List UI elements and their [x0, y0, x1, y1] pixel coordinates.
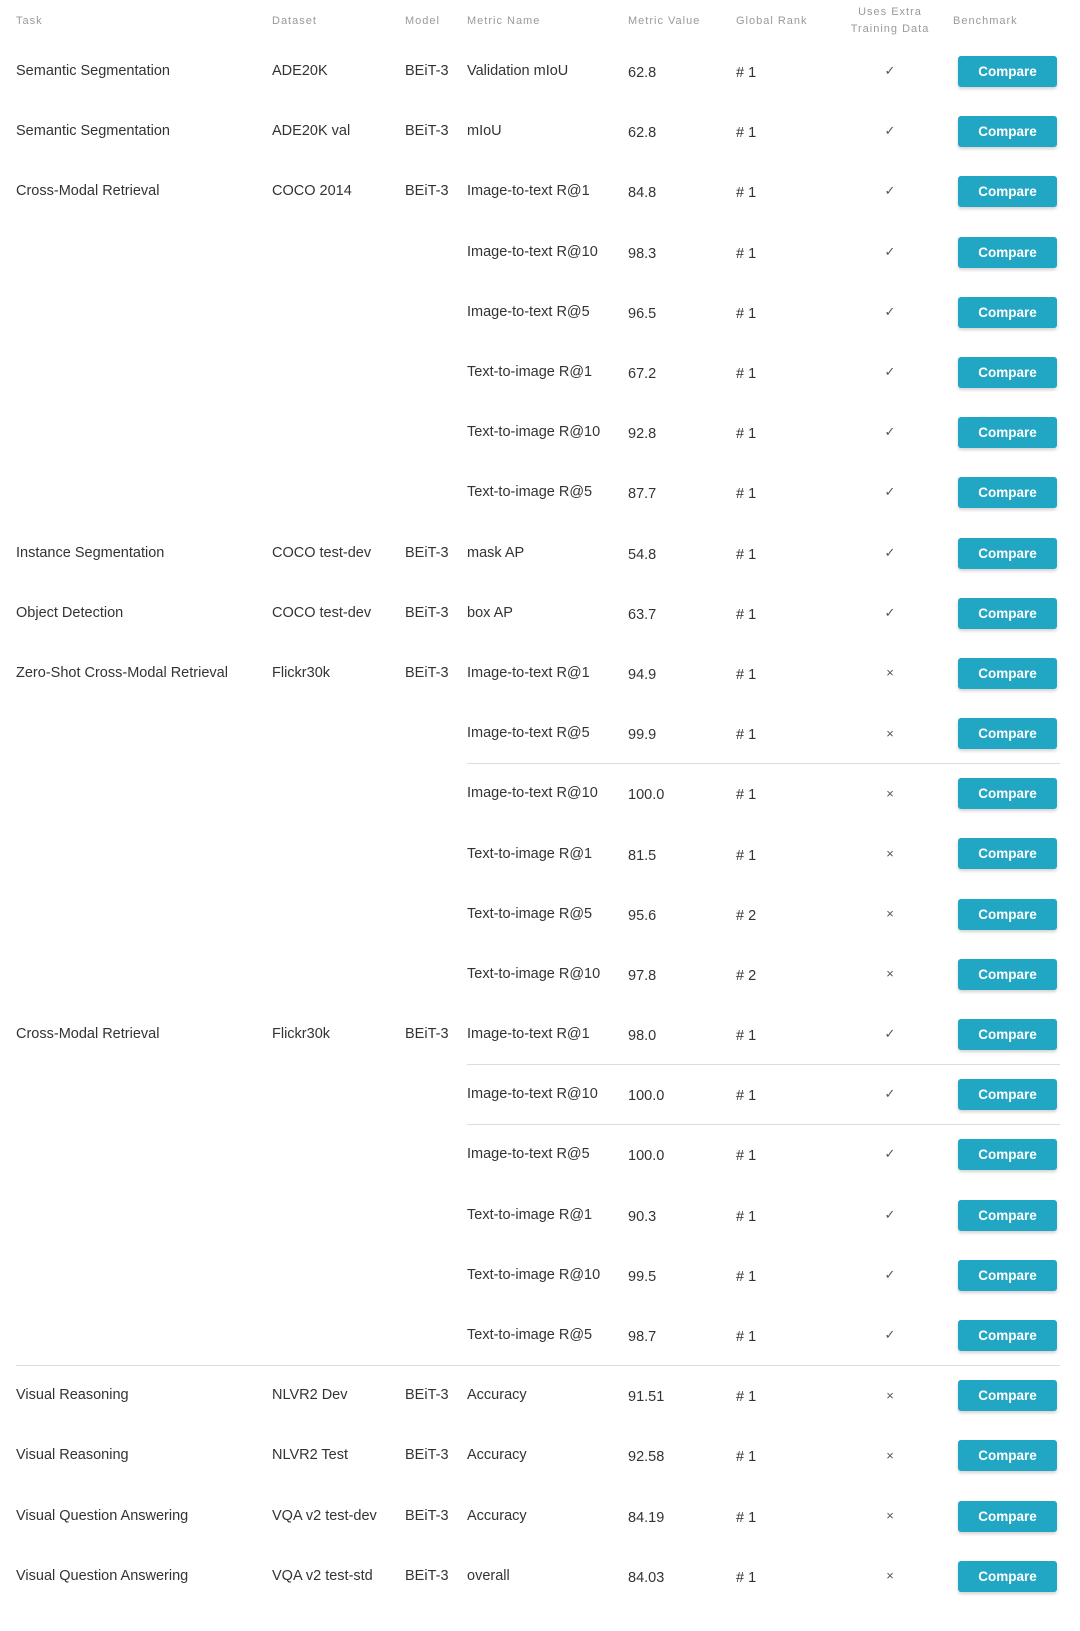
checkmark-icon: ✓	[884, 544, 896, 560]
cell-metric-value: 63.7	[628, 606, 657, 623]
cross-icon: ×	[886, 1568, 894, 1584]
cell-dataset: COCO test-dev	[272, 604, 372, 621]
compare-button[interactable]: Compare	[958, 778, 1057, 809]
cell-task: Zero-Shot Cross-Modal Retrieval	[16, 664, 228, 681]
compare-button[interactable]: Compare	[958, 538, 1057, 569]
column-header-dataset: Dataset	[272, 15, 317, 27]
cell-metric-value: 99.9	[628, 727, 657, 744]
cell-metric-value: 84.03	[628, 1569, 665, 1586]
column-header-metric-name: Metric Name	[467, 15, 541, 27]
cell-metric-name: Text-to-image R@1	[467, 364, 593, 381]
cross-icon: ×	[886, 1387, 894, 1403]
compare-button[interactable]: Compare	[958, 1320, 1057, 1351]
cross-icon: ×	[886, 966, 894, 982]
table-row	[0, 223, 1080, 283]
table-row	[0, 704, 1080, 764]
cell-global-rank: # 1	[736, 1329, 757, 1346]
cell-metric-name: Accuracy	[467, 1447, 527, 1464]
cell-model: BEiT-3	[405, 664, 449, 681]
table-row	[0, 1306, 1080, 1366]
cell-model: BEiT-3	[405, 1026, 449, 1043]
table-row	[0, 1065, 1080, 1125]
cell-metric-name: Image-to-text R@10	[467, 785, 598, 802]
cell-dataset: NLVR2 Test	[272, 1447, 349, 1464]
cell-model: BEiT-3	[405, 544, 449, 561]
cell-metric-name: Accuracy	[467, 1507, 527, 1524]
cell-metric-value: 92.58	[628, 1449, 665, 1466]
cell-metric-name: Text-to-image R@5	[467, 484, 593, 501]
cell-global-rank: # 1	[736, 426, 757, 443]
cell-global-rank: # 1	[736, 305, 757, 322]
cell-metric-name: Accuracy	[467, 1387, 527, 1404]
table-row	[0, 1125, 1080, 1185]
checkmark-icon: ✓	[884, 63, 896, 79]
cell-global-rank: # 1	[736, 65, 757, 82]
cell-task: Cross-Modal Retrieval	[16, 183, 160, 200]
cell-metric-name: Text-to-image R@5	[467, 905, 593, 922]
compare-button[interactable]: Compare	[958, 658, 1057, 689]
cell-model: BEiT-3	[405, 1447, 449, 1464]
compare-button[interactable]: Compare	[958, 56, 1057, 87]
cell-global-rank: # 1	[736, 727, 757, 744]
cell-metric-value: 90.3	[628, 1208, 657, 1225]
compare-button[interactable]: Compare	[958, 899, 1057, 930]
cell-metric-name: Image-to-text R@5	[467, 303, 590, 320]
compare-button[interactable]: Compare	[958, 357, 1057, 388]
compare-button[interactable]: Compare	[958, 1200, 1057, 1231]
cell-metric-name: mIoU	[467, 123, 502, 140]
checkmark-icon: ✓	[884, 424, 896, 440]
cell-metric-value: 67.2	[628, 366, 657, 383]
table-row	[0, 1366, 1080, 1426]
cell-global-rank: # 1	[736, 1569, 757, 1586]
table-row	[0, 1547, 1080, 1607]
cell-task: Visual Reasoning	[16, 1387, 129, 1404]
cell-metric-name: overall	[467, 1567, 510, 1584]
checkmark-icon: ✓	[884, 183, 896, 199]
cell-metric-value: 91.51	[628, 1389, 665, 1406]
cell-global-rank: # 1	[736, 666, 757, 683]
cell-metric-value: 98.3	[628, 245, 657, 262]
checkmark-icon: ✓	[884, 604, 896, 620]
cell-metric-value: 95.6	[628, 907, 657, 924]
cell-metric-value: 100.0	[628, 787, 665, 804]
compare-button[interactable]: Compare	[958, 477, 1057, 508]
cell-task: Object Detection	[16, 604, 124, 621]
table-row	[0, 584, 1080, 644]
compare-button[interactable]: Compare	[958, 176, 1057, 207]
cell-dataset: ADE20K	[272, 63, 328, 80]
cell-global-rank: # 1	[736, 1148, 757, 1165]
table-row	[0, 162, 1080, 222]
table-row	[0, 1186, 1080, 1246]
cell-global-rank: # 1	[736, 486, 757, 503]
table-row	[0, 885, 1080, 945]
cell-global-rank: # 1	[736, 1088, 757, 1105]
table-row	[0, 42, 1080, 102]
table-header	[0, 0, 1080, 42]
cell-metric-name: mask AP	[467, 544, 525, 561]
cell-metric-name: Text-to-image R@10	[467, 965, 601, 982]
table-row	[0, 1426, 1080, 1486]
checkmark-icon: ✓	[884, 1266, 896, 1282]
table-row	[0, 1005, 1080, 1065]
cell-metric-value: 98.7	[628, 1329, 657, 1346]
cell-dataset: COCO test-dev	[272, 544, 372, 561]
compare-button[interactable]: Compare	[958, 1079, 1057, 1110]
checkmark-icon: ✓	[884, 243, 896, 259]
compare-button[interactable]: Compare	[958, 1260, 1057, 1291]
cell-global-rank: # 1	[736, 366, 757, 383]
cell-dataset: NLVR2 Dev	[272, 1387, 348, 1404]
cell-metric-name: Image-to-text R@1	[467, 1026, 590, 1043]
cell-metric-name: Image-to-text R@10	[467, 1086, 598, 1103]
cell-task: Semantic Segmentation	[16, 123, 170, 140]
table-body	[0, 42, 1080, 1607]
cell-dataset: COCO 2014	[272, 183, 352, 200]
cell-global-rank: # 1	[736, 606, 757, 623]
cell-model: BEiT-3	[405, 183, 449, 200]
table-row	[0, 283, 1080, 343]
column-header-benchmark: Benchmark	[953, 15, 1018, 27]
cell-global-rank: # 1	[736, 847, 757, 864]
compare-button[interactable]: Compare	[958, 1019, 1057, 1050]
cell-metric-name: Text-to-image R@1	[467, 1206, 593, 1223]
checkmark-icon: ✓	[884, 1026, 896, 1042]
cell-model: BEiT-3	[405, 1507, 449, 1524]
cell-dataset: VQA v2 test-std	[272, 1567, 373, 1584]
compare-button[interactable]: Compare	[958, 237, 1057, 268]
compare-button[interactable]: Compare	[958, 1139, 1057, 1170]
compare-button[interactable]: Compare	[958, 116, 1057, 147]
table-row	[0, 824, 1080, 884]
compare-button[interactable]: Compare	[958, 838, 1057, 869]
cell-task: Visual Question Answering	[16, 1507, 189, 1524]
cell-model: BEiT-3	[405, 123, 449, 140]
cell-task: Cross-Modal Retrieval	[16, 1026, 160, 1043]
cell-metric-name: Image-to-text R@10	[467, 243, 598, 260]
cell-dataset: Flickr30k	[272, 664, 331, 681]
checkmark-icon: ✓	[884, 1327, 896, 1343]
table-row	[0, 343, 1080, 403]
cell-metric-value: 62.8	[628, 65, 657, 82]
cell-metric-name: Image-to-text R@1	[467, 664, 590, 681]
table-row	[0, 524, 1080, 584]
cell-global-rank: # 1	[736, 245, 757, 262]
cell-metric-value: 54.8	[628, 546, 657, 563]
table-row	[0, 403, 1080, 463]
checkmark-icon: ✓	[884, 484, 896, 500]
cell-metric-value: 92.8	[628, 426, 657, 443]
checkmark-icon: ✓	[884, 303, 896, 319]
cell-metric-value: 100.0	[628, 1088, 665, 1105]
cell-model: BEiT-3	[405, 1567, 449, 1584]
cell-task: Semantic Segmentation	[16, 63, 170, 80]
cell-metric-name: Image-to-text R@5	[467, 1146, 590, 1163]
cell-model: BEiT-3	[405, 604, 449, 621]
cross-icon: ×	[886, 665, 894, 681]
cell-global-rank: # 1	[736, 1268, 757, 1285]
table-row	[0, 1246, 1080, 1306]
cell-global-rank: # 1	[736, 125, 757, 142]
compare-button[interactable]: Compare	[958, 1561, 1057, 1592]
column-header-model: Model	[405, 15, 440, 27]
cross-icon: ×	[886, 1508, 894, 1524]
cell-dataset: ADE20K val	[272, 123, 351, 140]
cell-metric-name: Text-to-image R@10	[467, 1266, 601, 1283]
cell-metric-value: 94.9	[628, 666, 657, 683]
cell-global-rank: # 1	[736, 1509, 757, 1526]
checkmark-icon: ✓	[884, 1086, 896, 1102]
table-row	[0, 102, 1080, 162]
cell-model: BEiT-3	[405, 1387, 449, 1404]
cell-global-rank: # 1	[736, 546, 757, 563]
cross-icon: ×	[886, 725, 894, 741]
cell-metric-name: Text-to-image R@1	[467, 845, 593, 862]
cell-metric-value: 100.0	[628, 1148, 665, 1165]
column-header-uses-extra-training-data	[845, 0, 935, 42]
cell-metric-value: 99.5	[628, 1268, 657, 1285]
cell-global-rank: # 1	[736, 787, 757, 804]
cross-icon: ×	[886, 785, 894, 801]
column-header-metric-value: Metric Value	[628, 15, 701, 27]
cell-global-rank: # 1	[736, 185, 757, 202]
cell-dataset: Flickr30k	[272, 1026, 331, 1043]
cell-metric-name: Validation mIoU	[467, 63, 569, 80]
cell-metric-value: 96.5	[628, 305, 657, 322]
cell-metric-value: 97.8	[628, 967, 657, 984]
cross-icon: ×	[886, 906, 894, 922]
cell-global-rank: # 1	[736, 1028, 757, 1045]
compare-button[interactable]: Compare	[958, 1440, 1057, 1471]
checkmark-icon: ✓	[884, 364, 896, 380]
cell-metric-value: 98.0	[628, 1028, 657, 1045]
column-header-global-rank: Global Rank	[736, 15, 808, 27]
table-row	[0, 1487, 1080, 1547]
table-row	[0, 764, 1080, 824]
cell-metric-name: Image-to-text R@1	[467, 183, 590, 200]
cell-global-rank: # 2	[736, 907, 757, 924]
cell-metric-value: 84.8	[628, 185, 657, 202]
cell-metric-name: Text-to-image R@10	[467, 424, 601, 441]
cell-metric-name: Text-to-image R@5	[467, 1327, 593, 1344]
checkmark-icon: ✓	[884, 1206, 896, 1222]
table-row	[0, 463, 1080, 523]
column-header-uses-extra-line1: Uses Extra	[858, 6, 922, 18]
cell-global-rank: # 1	[736, 1449, 757, 1466]
checkmark-icon: ✓	[884, 1146, 896, 1162]
cell-model: BEiT-3	[405, 63, 449, 80]
cross-icon: ×	[886, 846, 894, 862]
cell-global-rank: # 1	[736, 1208, 757, 1225]
cell-metric-value: 84.19	[628, 1509, 665, 1526]
cell-dataset: VQA v2 test-dev	[272, 1507, 377, 1524]
cell-global-rank: # 2	[736, 967, 757, 984]
cell-metric-value: 87.7	[628, 486, 657, 503]
compare-button[interactable]: Compare	[958, 417, 1057, 448]
compare-button[interactable]: Compare	[958, 959, 1057, 990]
cell-metric-name: box AP	[467, 604, 513, 621]
compare-button[interactable]: Compare	[958, 1501, 1057, 1532]
cell-metric-value: 81.5	[628, 847, 657, 864]
compare-button[interactable]: Compare	[958, 297, 1057, 328]
column-header-uses-extra-line2: Training Data	[850, 23, 930, 35]
cell-task: Instance Segmentation	[16, 544, 165, 561]
column-header-task: Task	[16, 15, 43, 27]
cell-global-rank: # 1	[736, 1389, 757, 1406]
cell-metric-value: 62.8	[628, 125, 657, 142]
cross-icon: ×	[886, 1447, 894, 1463]
cell-task: Visual Question Answering	[16, 1567, 189, 1584]
compare-button[interactable]: Compare	[958, 1380, 1057, 1411]
cell-task: Visual Reasoning	[16, 1447, 129, 1464]
checkmark-icon: ✓	[884, 123, 896, 139]
compare-button[interactable]: Compare	[958, 598, 1057, 629]
table-row	[0, 644, 1080, 704]
compare-button[interactable]: Compare	[958, 718, 1057, 749]
table-row	[0, 945, 1080, 1005]
cell-metric-name: Image-to-text R@5	[467, 725, 590, 742]
